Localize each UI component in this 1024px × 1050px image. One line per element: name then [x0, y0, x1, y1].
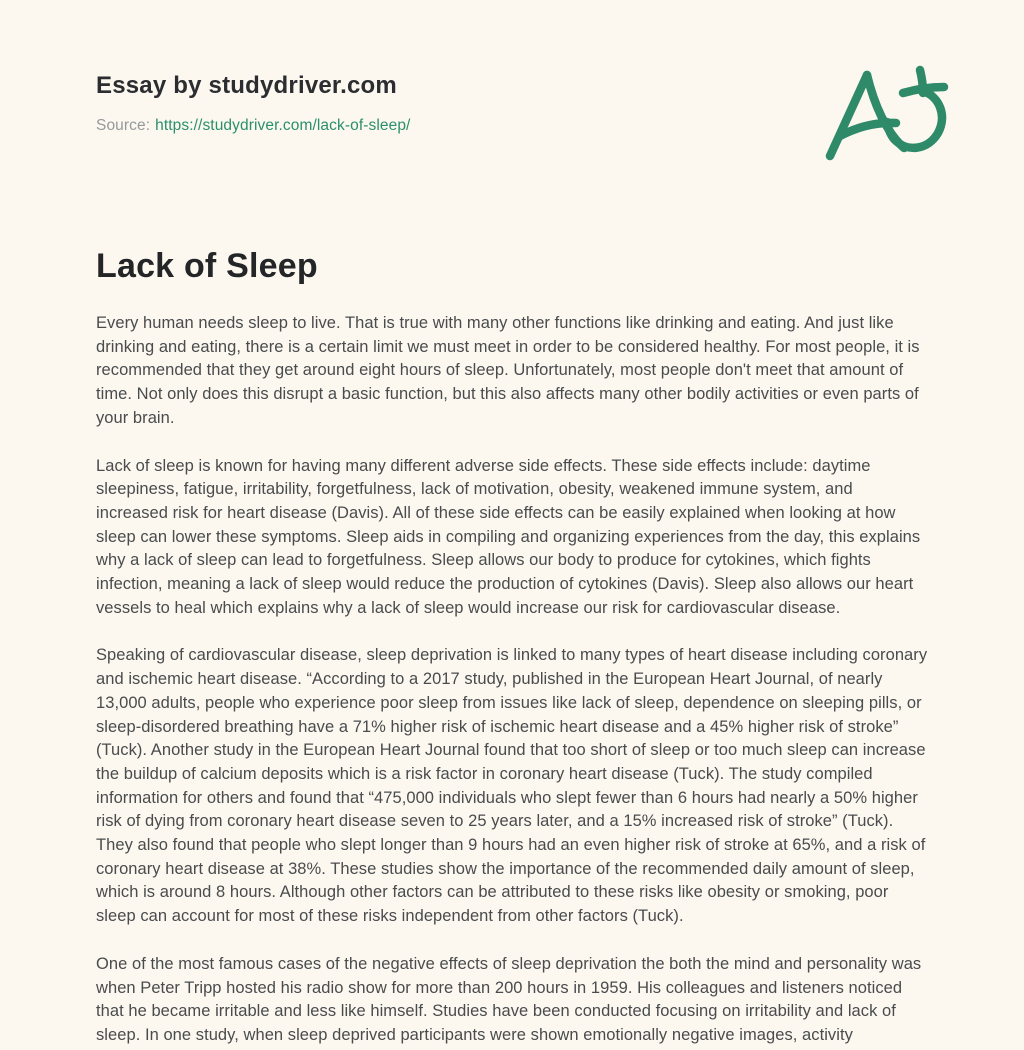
essay-paragraph-1: Every human needs sleep to live. That is true with many other functions like drinking and eating. And just like drinking and eating, there is a certain limit we must meet in order to be considered healthy. For most people, it is recommended that they get around eight hours of sleep. Unfortunately, most people don't meet that amount of time. Not only does this disrupt a basic function, but this also affects many other bodily activities or even parts of your brain. [96, 314, 920, 427]
source-label: Source: [96, 117, 151, 134]
essay-paragraph-3: Speaking of cardiovascular disease, sleep deprivation is linked to many types of heart disease including coronary and ischemic heart disease. “According to a 2017 study, published in the European Heart Journal, of nearly 13,000 adults, people who experience poor sleep from issues like lack of sleep, dependence on sleeping pills, or sleep-disordered breathing have a 71% higher risk of ischemic heart disease and a 45% higher risk of stroke” (Tuck). Another study in the European Heart Journal found that too short of sleep or too much sleep can increase the buildup of calcium deposits which is a risk factor in coronary heart disease (Tuck). The study compiled information for others and found that “475,000 individuals who slept fewer than 6 hours had nearly a 50% higher risk of dying from coronary heart disease seven to 25 years later, and a 15% increased risk of stroke” (Tuck). They also found that people who slept longer than 9 hours had an even higher risk of stroke at 65%, and a risk of coronary heart disease at 38%. These studies show the importance of the recommended daily amount of sleep, which is around 8 hours. Although other factors can be attributed to these risks like obesity or smoking, poor sleep can account for most of these risks independent from other factors (Tuck). [96, 646, 928, 926]
byline: Essay by studydriver.com [96, 72, 397, 99]
essay-content [96, 247, 928, 1048]
essay-title: Lack of Sleep [96, 247, 318, 285]
source-link[interactable]: https://studydriver.com/lack-of-sleep/ [155, 117, 411, 134]
page-header [96, 72, 928, 135]
source-row [96, 117, 928, 135]
a-plus-logo-icon [816, 62, 954, 164]
essay-paragraph-2: Lack of sleep is known for having many different adverse side effects. These side effects include: daytime sleepiness, fatigue, irritability, forgetfulness, lack of motivation, obesity, weakened immune system, and increased risk for heart disease (Davis). All of these side effects can be easily explained when looking at how sleep can lower these symptoms. Sleep aids in compiling and organizing experiences from the day, this explains why a lack of sleep can lead to forgetfulness. Sleep allows our body to produce for cytokines, which fights infection, meaning a lack of sleep would reduce the production of cytokines (Davis). Sleep also allows our heart vessels to heal which explains why a lack of sleep would increase our risk for cardiovascular disease. [96, 456, 921, 617]
essay-paragraph-4: One of the most famous cases of the negative effects of sleep deprivation the both the mind and personality was when Peter Tripp hosted his radio show for more than 200 hours in 1959. His colleagues and listeners noticed that he became irritable and less like himself. Studies have been conducted focusing on irritability and lack of sleep. In one study, when sleep deprived participants were shown emotionally negative images, activity [96, 954, 922, 1044]
